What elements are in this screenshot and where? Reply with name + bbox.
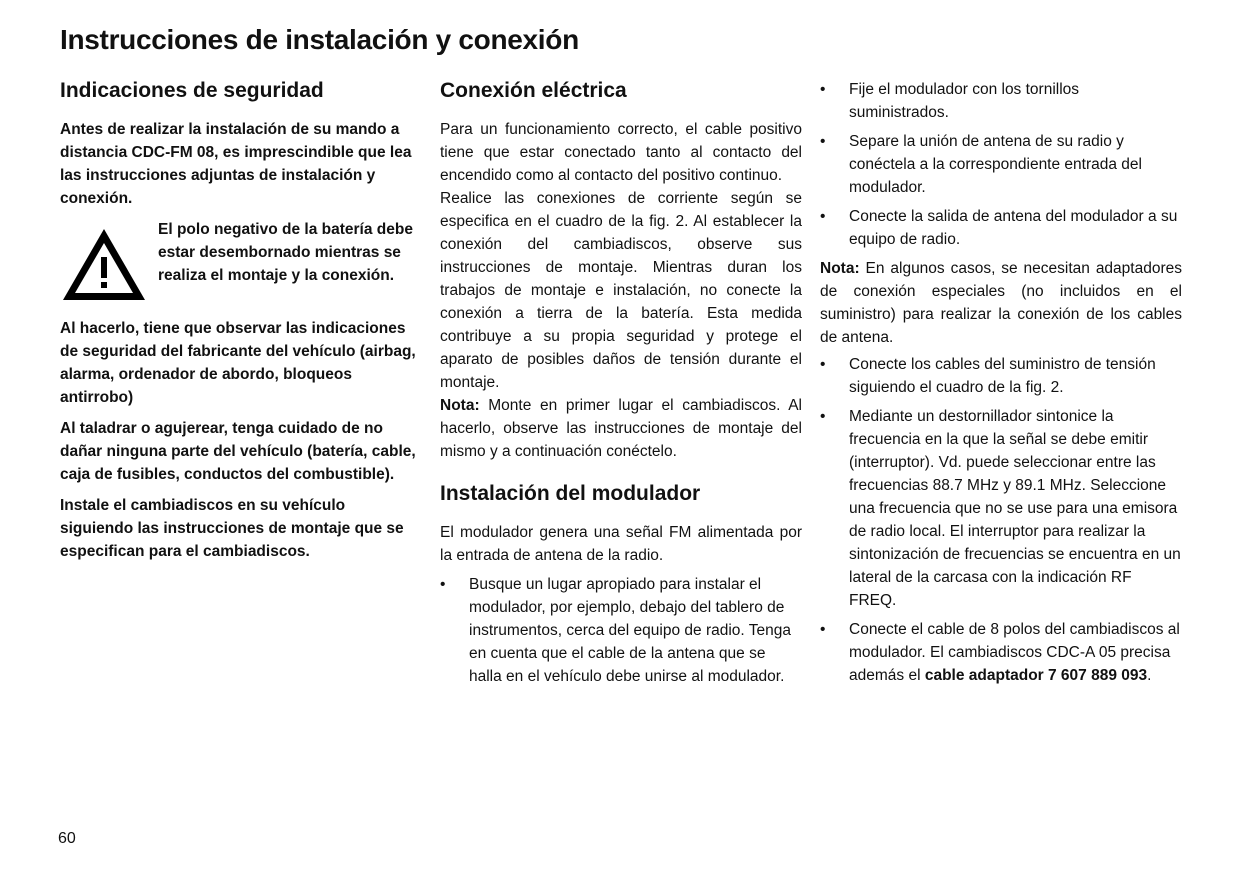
list-item: • Conecte la salida de antena del modulador a su equipo de radio. [820, 205, 1182, 251]
electrical-heading: Conexión eléctrica [440, 79, 627, 102]
steps-column [820, 78, 1182, 693]
electrical-para-1: Para un funcionamiento correcto, el cable positivo tiene que estar conectado tanto al contacto del encendido como al contacto del positivo continuo. [440, 121, 802, 184]
safety-para-install: Instale el cambiadiscos en su vehículo siguiendo las instrucciones de montaje que se especifican para el cambiadiscos. [60, 497, 404, 560]
page-title: Instrucciones de instalación y conexión [60, 24, 579, 55]
adapter-cable-part: cable adaptador 7 607 889 093 [924, 667, 1148, 684]
warning-block [60, 218, 420, 309]
modulator-intro: El modulador genera una señal FM alimentada por la entrada de antena de la radio. [440, 524, 802, 564]
list-item: • Busque un lugar apropiado para instalar el modulador, por ejemplo, debajo del tablero de instrumentos, cerca del equipo de radio. Tenga en cuenta que el cable de la antena que se halla en el vehículo debe unirse al modulador. [440, 573, 802, 688]
safety-para-airbag: Al hacerlo, tiene que observar las indicaciones de seguridad del fabricante del vehículo (airbag, alarma, ordenador de abordo, bloqueos antirrobo) [60, 320, 416, 406]
antenna-note [820, 257, 1182, 349]
list-item: • Mediante un destornillador sintonice la frecuencia en la que la señal se debe emitir (interruptor). Vd. puede seleccionar entre las frecuencias 88.7 MHz y 89.1 MHz. Seleccione una frecuencia que no se use para una emisora de radio local. El interruptor para realizar la sintonización de frecuencias se encuentra en un lateral de la carcasa con la indicación RF FREQ. [820, 405, 1182, 612]
electrical-note [440, 394, 802, 463]
safety-intro: Antes de realizar la instalación de su mando a distancia CDC-FM 08, es imprescindible que lea las instrucciones adjuntas de instalación y conexión. [60, 121, 412, 207]
page-number: 60 [58, 830, 76, 847]
steps-list-b [820, 353, 1182, 687]
safety-heading: Indicaciones de seguridad [60, 79, 324, 102]
note-label: Nota: [820, 260, 860, 277]
electrical-column [440, 78, 802, 694]
note-text: Monte en primer lugar el cambiadiscos. Al hacerlo, observe las instrucciones de montaje del mismo y a continuación conéctelo. [440, 397, 802, 460]
list-item-end: . [1147, 667, 1152, 684]
list-item: • Separe la unión de antena de su radio y conéctela a la correspondiente entrada del modulador. [820, 130, 1182, 199]
list-item: • Fije el modulador con los tornillos suministrados. [820, 78, 1182, 124]
list-item [820, 618, 1182, 687]
electrical-para-2: Realice las conexiones de corriente según se especifica en el cuadro de la fig. 2. Al establecer la conexión del cambiadiscos, observe sus instrucciones de montaje. Mientras duran los trabajos de montaje e instalación, no conecte la conexión a tierra de la batería. Esta medida contribuye a su propia seguridad y protege el aparato de posibles daños de tensión durante el montaje. [440, 190, 802, 391]
list-item-text: Conecte el cable de 8 polos del cambiadiscos al modulador. El cambiadiscos CDC-A 05 precisa además el [849, 621, 1180, 684]
safety-para-drilling: Al taladrar o agujerear, tenga cuidado de no dañar ninguna parte del vehículo (batería, cable, caja de fusibles, conductos del combustible). [60, 420, 416, 483]
note-text: En algunos casos, se necesitan adaptadores de conexión especiales (no incluidos en el suministro) para realizar la conexión de los cables de antena. [820, 260, 1182, 346]
note-label: Nota: [440, 397, 480, 414]
safety-column [60, 78, 420, 571]
modulator-heading: Instalación del modulador [440, 482, 701, 505]
modulator-list [440, 573, 802, 688]
warning-triangle-icon [60, 218, 148, 309]
list-item: • Conecte los cables del suministro de tensión siguiendo el cuadro de la fig. 2. [820, 353, 1182, 399]
steps-list-a [820, 78, 1182, 251]
warning-text: El polo negativo de la batería debe estar desembornado mientras se realiza el montaje y la conexión. [158, 221, 413, 284]
